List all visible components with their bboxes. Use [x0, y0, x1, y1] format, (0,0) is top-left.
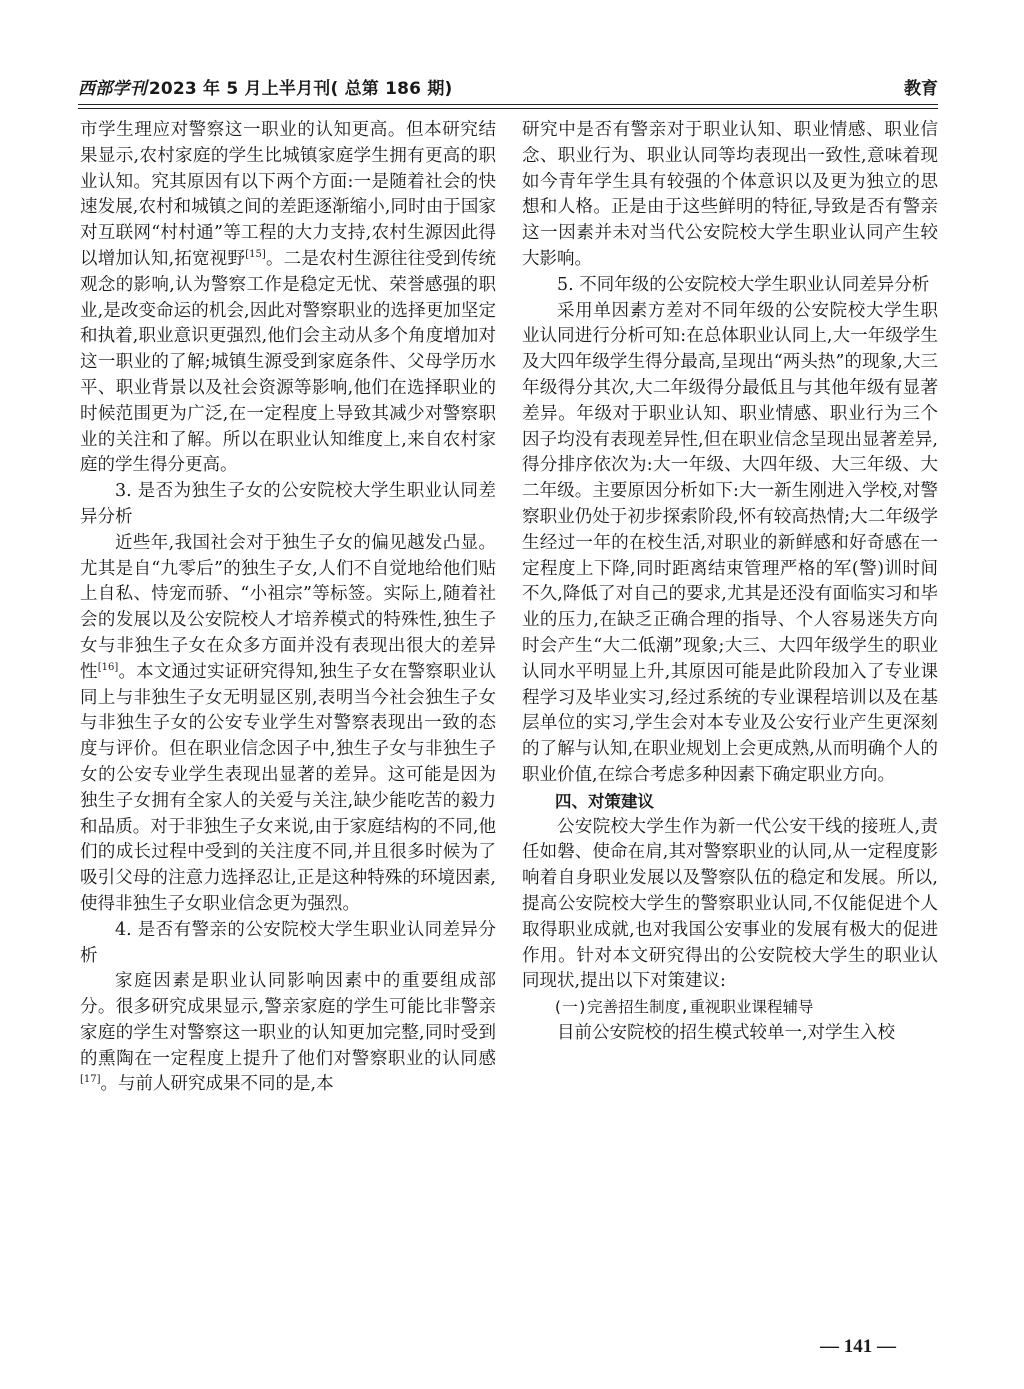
section-heading: [522, 789, 938, 815]
paragraph-continued: [80, 118, 496, 479]
paragraph-text: 。二是农村生源往往受到传统观念的影响,认为警察工作是稳定无忧、荣誉感强的职业,是改变命运的机会,因此对警察职业的选择更加坚定和执着,职业意识更强烈,他们会主动从多个角度增加对这一职业的了解;城镇生源受到家庭条件、父母学历水平、职业背景以及社会资源等影响,他们在选择职业的时候范围更为广泛,在一定程度上导致其减少对警察职业的关注和了解。所以在职业认知维度上,来自农村家庭的学生得分更高。: [80, 248, 497, 476]
journal-logo: 西部学刊: [78, 79, 147, 99]
paragraph: [522, 815, 938, 996]
header-rule: [78, 104, 938, 105]
right-column: [522, 118, 938, 1047]
section-label: 教育: [904, 79, 938, 99]
paragraph-text: 公安院校大学生作为新一代公安干线的接班人,责任如磐、使命在肩,其对警察职业的认同,从一定程度影响着自身职业发展以及警察队伍的稳定和发展。所以,提高公安院校大学生的警察职业认同,不仅能促进个人取得职业成就,也对我国公安事业的发展有极大的促进作用。针对本文研究得出的公安院校大学生的职业认同现状,提出以下对策建议:: [522, 816, 938, 992]
citation-ref: [17]: [80, 1074, 101, 1086]
journal-title: [78, 74, 453, 99]
running-header: [78, 70, 938, 106]
paragraph-text: 4. 是否有警亲的公安院校大学生职业认同差异分析: [80, 919, 496, 966]
page-number: — 141 —: [820, 1336, 896, 1357]
subsection-heading: [80, 479, 496, 531]
paragraph: [522, 299, 938, 789]
citation-ref: [16]: [97, 661, 119, 673]
paragraph-text: 市学生理应对警察这一职业的认知更高。但本研究结果显示,农村家庭的学生比城镇家庭学生拥有更高的职业认知。究其原因有以下两个方面:一是随着社会的快速发展,农村和城镇之间的差距逐渐缩小,同时由于国家对互联网“村村通”等工程的大力支持,农村生源因此得以增加认知,拓宽视野: [80, 120, 496, 269]
subsection-heading: [80, 918, 496, 970]
paragraph-text: 近些年,我国社会对于独生子女的偏见越发凸显。尤其是自“九零后”的独生子女,人们不自觉地给他们贴上自私、恃宠而骄、“小祖宗”等标签。实际上,随着社会的发展以及公安院校人才培养模式的特殊性,独生子女与非独生子女在众多方面并没有表现出很大的差异性: [80, 532, 496, 682]
paragraph-text: 目前公安院校的招生模式较单一,对学生入校: [557, 1022, 896, 1043]
paragraph-continued: [522, 118, 938, 273]
paragraph: [80, 969, 496, 1098]
paragraph-text: 采用单因素方差对不同年级的公安院校大学生职业认同进行分析可知:在总体职业认同上,大一年级学生及大四年级学生得分最高,呈现出“两头热”的现象,大三年级得分其次,大二年级得分最低且与其他年级有显著差异。年级对于职业认知、职业情感、职业行为三个因子均没有表现差异性,但在职业信念呈现出显著差异,得分排序依次为:大一年级、大四年级、大三年级、大二年级。主要原因分析如下:大一新生刚进入学校,对警察职业仍处于初步探索阶段,怀有较高热情;大二年级学生经过一年的在校生活,对职业的新鲜感和好奇感在一定程度上下降,同时距离结束管理严格的军(警)训时间不久,降低了对自己的要求,尤其是还没有面临实习和毕业的压力,在缺乏正确合理的指导、个人容易迷失方向时会产生“大二低潮”现象;大三、大四年级学生的职业认同水平明显上升,其原因可能是此阶段加入了专业课程学习及毕业实习,经过系统的专业课程培训以及在基层单位的实习,学生会对本专业及公安行业产生更深刻的了解与认知,在职业规划上会更成熟,从而明确个人的职业价值,在综合考虑多种因素下确定职业方向。: [522, 300, 938, 785]
paragraph: [522, 1021, 938, 1047]
paragraph-text: 四、对策建议: [555, 791, 654, 811]
journal-issue: 2023 年 5 月上半月刊( 总第 186 期): [148, 79, 453, 99]
left-column: [80, 118, 496, 1098]
paragraph-text: 家庭因素是职业认同影响因素中的重要组成部分。很多研究成果显示,警亲家庭的学生可能比非警亲家庭的学生对警察这一职业的认知更加完整,同时受到的熏陶在一定程度上提升了他们对警察职业的认同感: [80, 971, 496, 1069]
paragraph: [80, 531, 496, 918]
paragraph-text: 。本文通过实证研究得知,独生子女在警察职业认同上与非独生子女无明显区别,表明当今社会独生子女与非独生子女的公安专业学生对警察表现出一致的态度与评价。但在职业信念因子中,独生子女与非独生子女的公安专业学生表现出显著的差异。这可能是因为独生子女拥有全家人的关爱与关注,缺少能吃苦的毅力和品质。对于非独生子女来说,由于家庭结构的不同,他们的成长过程中受到的关注度不同,并且很多时候为了吸引父母的注意力选择忍让,正是这种特殊的环境因素,使得非独生子女职业信念更为强烈。: [80, 661, 497, 914]
subsection-heading: [522, 273, 938, 299]
paragraph-text: (一)完善招生制度,重视职业课程辅导: [553, 998, 814, 1017]
paragraph-text: 5. 不同年级的公安院校大学生职业认同差异分析: [557, 274, 930, 295]
paragraph-text: 研究中是否有警亲对于职业认知、职业情感、职业信念、职业行为、职业认同等均表现出一致性,意味着现如今青年学生具有较强的个体意识以及更为独立的思想和人格。正是由于这些鲜明的特征,导致是否有警亲这一因素并未对当代公安院校大学生职业认同产生较大影响。: [522, 120, 938, 269]
citation-ref: [15]: [245, 249, 266, 261]
paragraph-text: 3. 是否为独生子女的公安院校大学生职业认同差异分析: [80, 481, 496, 527]
header-rule-thin: [78, 108, 938, 109]
paragraph-text: 。与前人研究成果不同的是,本: [100, 1074, 334, 1095]
subsubsection-heading: [522, 995, 938, 1021]
